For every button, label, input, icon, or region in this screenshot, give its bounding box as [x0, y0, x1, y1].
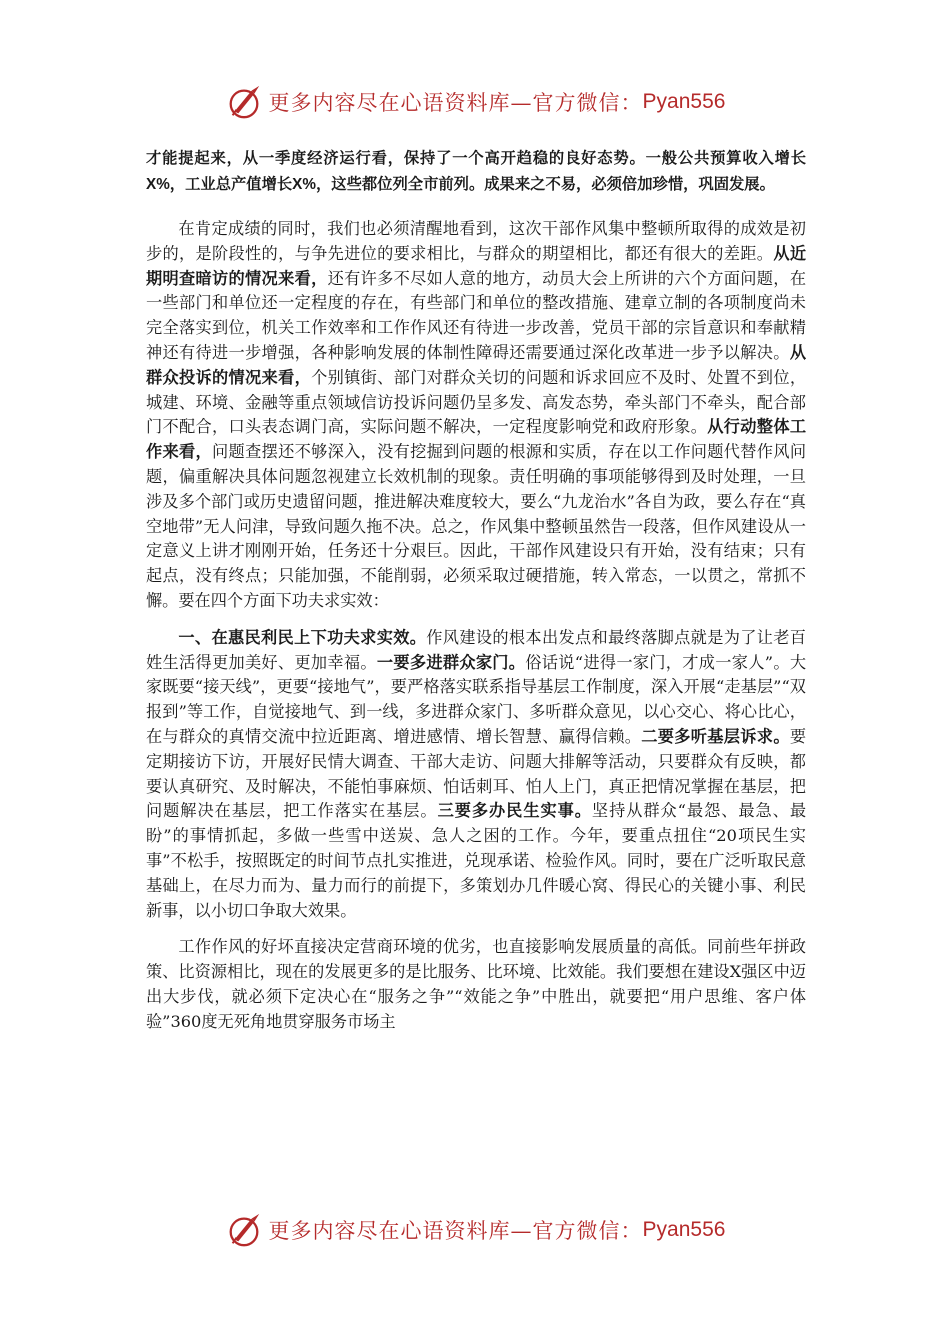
paragraph-business-environment: 工作作风的好坏直接决定营商环境的优劣，也直接影响发展质量的高低。同前些年拼政策、比资源相比，现在的发展更多的是比服务、比环境、比效能。我们要想在建设X强区中迈出大步伐，就必须下定决心在“服务之争”“效能之争”中胜出，就要把“用户思维、客户体验”360度无死角地贯穿服务市场主 — [146, 937, 806, 1031]
section-heading: 一、在惠民利民上下功夫求实效。 — [178, 627, 427, 647]
heading-run: 从群众投诉的情况来看， — [146, 342, 806, 387]
text-run: 要定期接访下访，开展好民情大调查、干部大走访、问题大排解等活动，只要群众有反映，都要认真研究、及时解决，不能怕事麻烦、怕话刺耳、怕人上门，真正把情况掌握在基层，把问题解决在基层，把工作落实在基层。 — [146, 726, 807, 821]
text-run: 个别镇街、部门对群众关切的问题和诉求回应不及时、处置不到位，城建、环境、金融等重点领域信访投诉问题仍呈多发、高发态势，牵头部门不牵头，配合部门不配合，口头表态调门高，实际问题不解决，一定程度影响党和政府形象。 — [146, 367, 807, 437]
heading-run: 一要多进群众家门。 — [376, 652, 526, 672]
header-banner — [0, 82, 950, 122]
text-run: 俗话说“进得一家门，才成一家人”。大家既要“接天线”，更要“接地气”，要严格落实联系指导基层工作制度，深入开展“走基层”“双报到”等工作，自觉接地气、到一线，多进群众家门、多听群众意见，以心交心、将心比心，在与群众的真情交流中拉近距离、增进感情、增长智慧、赢得信赖。 — [146, 652, 807, 746]
quill-pen-logo-icon — [225, 1211, 263, 1249]
footer-wechat-id: Pyan556 — [642, 1218, 726, 1241]
text-run: 在肯定成绩的同时，我们也必须清醒地看到，这次干部作风集中整顿所取得的成效是初步的，是阶段性的，与争先进位的要求相比，与群众的期望相比，都还有很大的差距。 — [146, 219, 806, 263]
text-run: 问题查摆还不够深入，没有挖掘到问题的根源和实质，存在以工作问题代替作风问题，偏重解决具体问题忽视建立长效机制的现象。责任明确的事项能够得到及时处理，一旦涉及多个部门或历史遗留问题，推进解决难度较大，要么“九龙治水”各自为政，要么存在“真空地带”无人问津，导致问题久拖不决。总之，作风集中整顿虽然告一段落，但作风建设从一定意义上讲才刚刚开始，任务还十分艰巨。因此，干部作风建设只有开始，没有结束；只有起点，没有终点；只能加强，不能削弱，必须采取过硬措施，转入常态，一以贯之，常抓不懈。要在四个方面下功夫求实效： — [146, 442, 807, 610]
heading-run: 三要多办民生实事。 — [437, 801, 592, 821]
text-run: 作风建设的根本出发点和最终落脚点就是为了让老百姓生活得更加美好、更加幸福。 — [146, 627, 806, 672]
text-run: 坚持从群众“最怨、最急、最盼”的事情抓起，多做一些雪中送炭、急人之困的工作。今年，要重点扭住“20项民生实事”不松手，按照既定的时间节点扎实推进，兑现承诺、检验作风。同时，要在广泛听取民意基础上，在尽力而为、量力而行的前提下，多策划办几件暖心窝、得民心的关键小事、利民新事，以小切口争取大效果。 — [146, 801, 807, 920]
text-run: 还有许多不尽如人意的地方，动员大会上所讲的六个方面问题，在一些部门和单位还一定程度的存在，有些部门和单位的整改措施、建章立制的各项制度尚未完全落实到位，机关工作效率和工作作风还有待进一步改善，党员干部的宗旨意识和奉献精神还有待进一步增强，各种影响发展的体制性障碍还需要通过深化改革进一步予以解决。 — [146, 268, 807, 362]
footer-banner — [0, 1210, 950, 1250]
footer-banner-text: 更多内容尽在心语资料库—官方微信： — [268, 1219, 643, 1243]
paragraph-section-one — [146, 626, 806, 924]
paragraph-shortcomings — [146, 217, 806, 614]
heading-run: 从行动整体工作来看， — [146, 417, 807, 462]
heading-run: 二要多听基层诉求。 — [641, 726, 790, 746]
document-body — [146, 146, 806, 1035]
header-wechat-id: Pyan556 — [642, 90, 726, 113]
quill-pen-logo-icon — [225, 83, 263, 121]
lead-paragraph: 才能提起来，从一季度经济运行看，保持了一个高开趋稳的良好态势。一般公共预算收入增长X%，工业总产值增长X%，这些都位列全市前列。成果来之不易，必须倍加珍惜，巩固发展。 — [146, 150, 806, 193]
header-banner-text: 更多内容尽在心语资料库—官方微信： — [268, 91, 643, 115]
heading-run: 从近期明查暗访的情况来看， — [146, 243, 807, 288]
